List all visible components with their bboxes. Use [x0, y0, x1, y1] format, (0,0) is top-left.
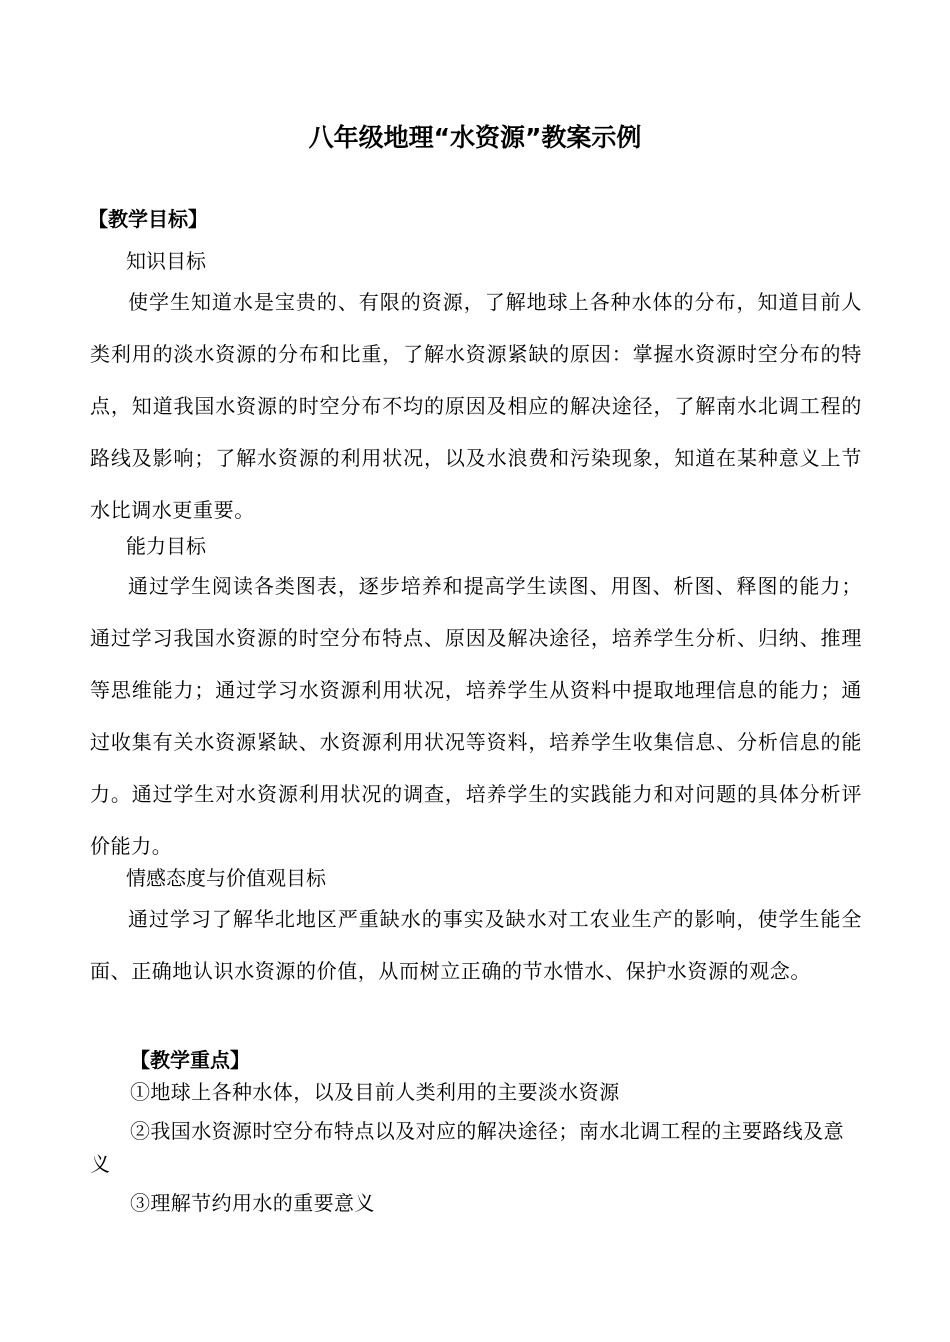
- emotion-objective-text: 通过学习了解华北地区严重缺水的事实及缺水对工农业生产的影响，使学生能全面、正确地认识水资源的价值，从而树立正确的节水惜水、保护水资源的观念。: [90, 907, 862, 983]
- objectives-heading: 【教学目标】: [88, 207, 208, 231]
- document-title: 八年级地理“水资源”教案示例: [308, 123, 642, 152]
- knowledge-objective-text: 使学生知道水是宝贵的、有限的资源，了解地球上各种水体的分布，知道目前人类利用的淡水资源的分布和比重，了解水资源紧缺的原因：掌握水资源时空分布的特点，知道我国水资源的时空分布不均的原因及相应的解决途径，了解南水北调工程的路线及影响；了解水资源的利用状况，以及水浪费和污染现象，知道在某种意义上节水比调水更重要。: [90, 290, 862, 522]
- emotion-objective-label: 情感态度与价值观目标: [126, 866, 326, 890]
- knowledge-objective-label: 知识目标: [126, 249, 206, 273]
- key-point-item: ②我国水资源时空分布特点以及对应的解决途径；南水北调工程的主要路线及意义: [90, 1119, 844, 1176]
- ability-objective-label: 能力目标: [126, 534, 206, 558]
- key-points-heading: 【教学重点】: [130, 1048, 250, 1072]
- key-point-item: ①地球上各种水体，以及目前人类利用的主要淡水资源: [130, 1080, 620, 1104]
- ability-objective-text: 通过学生阅读各类图表，逐步培养和提高学生读图、用图、析图、释图的能力；通过学习我国水资源的时空分布特点、原因及解决途径，培养学生分析、归纳、推理等思维能力；通过学习水资源利用状况，培养学生从资料中提取地理信息的能力；通过收集有关水资源紧缺、水资源利用状况等资料，培养学生收集信息、分析信息的能力。通过学生对水资源利用状况的调查，培养学生的实践能力和对问题的具体分析评价能力。: [90, 574, 862, 858]
- key-point-item: ③理解节约用水的重要意义: [130, 1191, 375, 1215]
